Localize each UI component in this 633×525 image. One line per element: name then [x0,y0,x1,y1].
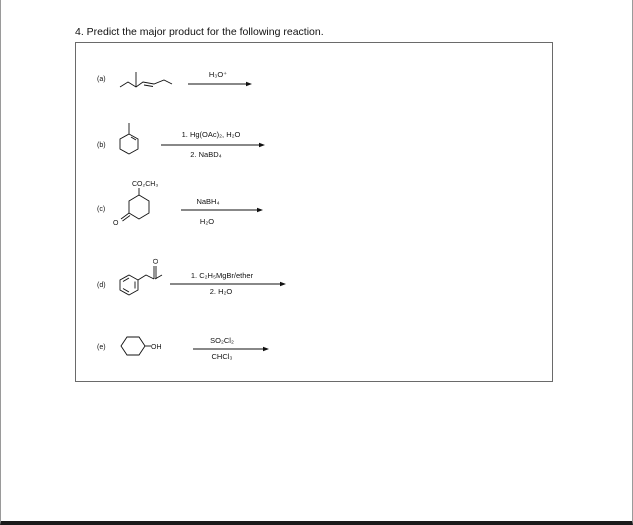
reaction-c-label: (c) [97,206,106,213]
reaction-c-arrowhead [257,208,263,212]
reaction-c-reagent-above: NaBH₄ [196,197,220,206]
reaction-a-reagent-above: H₃O⁺ [208,70,228,79]
reaction-d-reagent-below: 2. H₂O [209,287,233,296]
reaction-e-reagent-above: SO₂Cl₂ [210,336,234,345]
1-methylcyclohexene-structure [120,123,138,154]
keto-ester-cyclohexanone-structure [113,181,158,227]
reaction-d-reagent-above: 1. C₂H₅MgBr/ether [190,271,254,280]
reaction-e-label: (e) [97,344,106,351]
reaction-d-label: (d) [97,282,106,289]
reaction-b-label: (b) [97,142,106,149]
benzyl-methyl-ketone-structure [120,258,162,295]
ketone-oxygen-label: O [113,220,119,227]
cyclohexanol-structure [121,337,162,355]
reaction-b-arrowhead [259,143,265,147]
reaction-box [75,42,553,382]
ester-group-label: CO₂CH₃ [132,181,159,188]
reaction-d-arrowhead [280,282,286,286]
question-title: 4. Predict the major product for the following reaction. [75,26,324,38]
hydroxyl-label: OH [151,344,162,351]
ketone-oxygen-label: O [153,258,160,264]
trisubstituted-alkene-structure [120,72,172,87]
reaction-b-reagent-below: 2. NaBD₄ [190,150,222,159]
reaction-e-reagent-below: CHCl₃ [211,352,233,361]
reaction-a-arrowhead [246,82,252,86]
reactions-canvas [76,43,554,383]
reaction-c-reagent-below: H₂O [199,217,215,226]
reaction-b-reagent-above: 1. Hg(OAc)₂, H₂O [181,130,241,139]
reaction-e-arrowhead [263,347,269,351]
reaction-a-label: (a) [97,76,106,83]
